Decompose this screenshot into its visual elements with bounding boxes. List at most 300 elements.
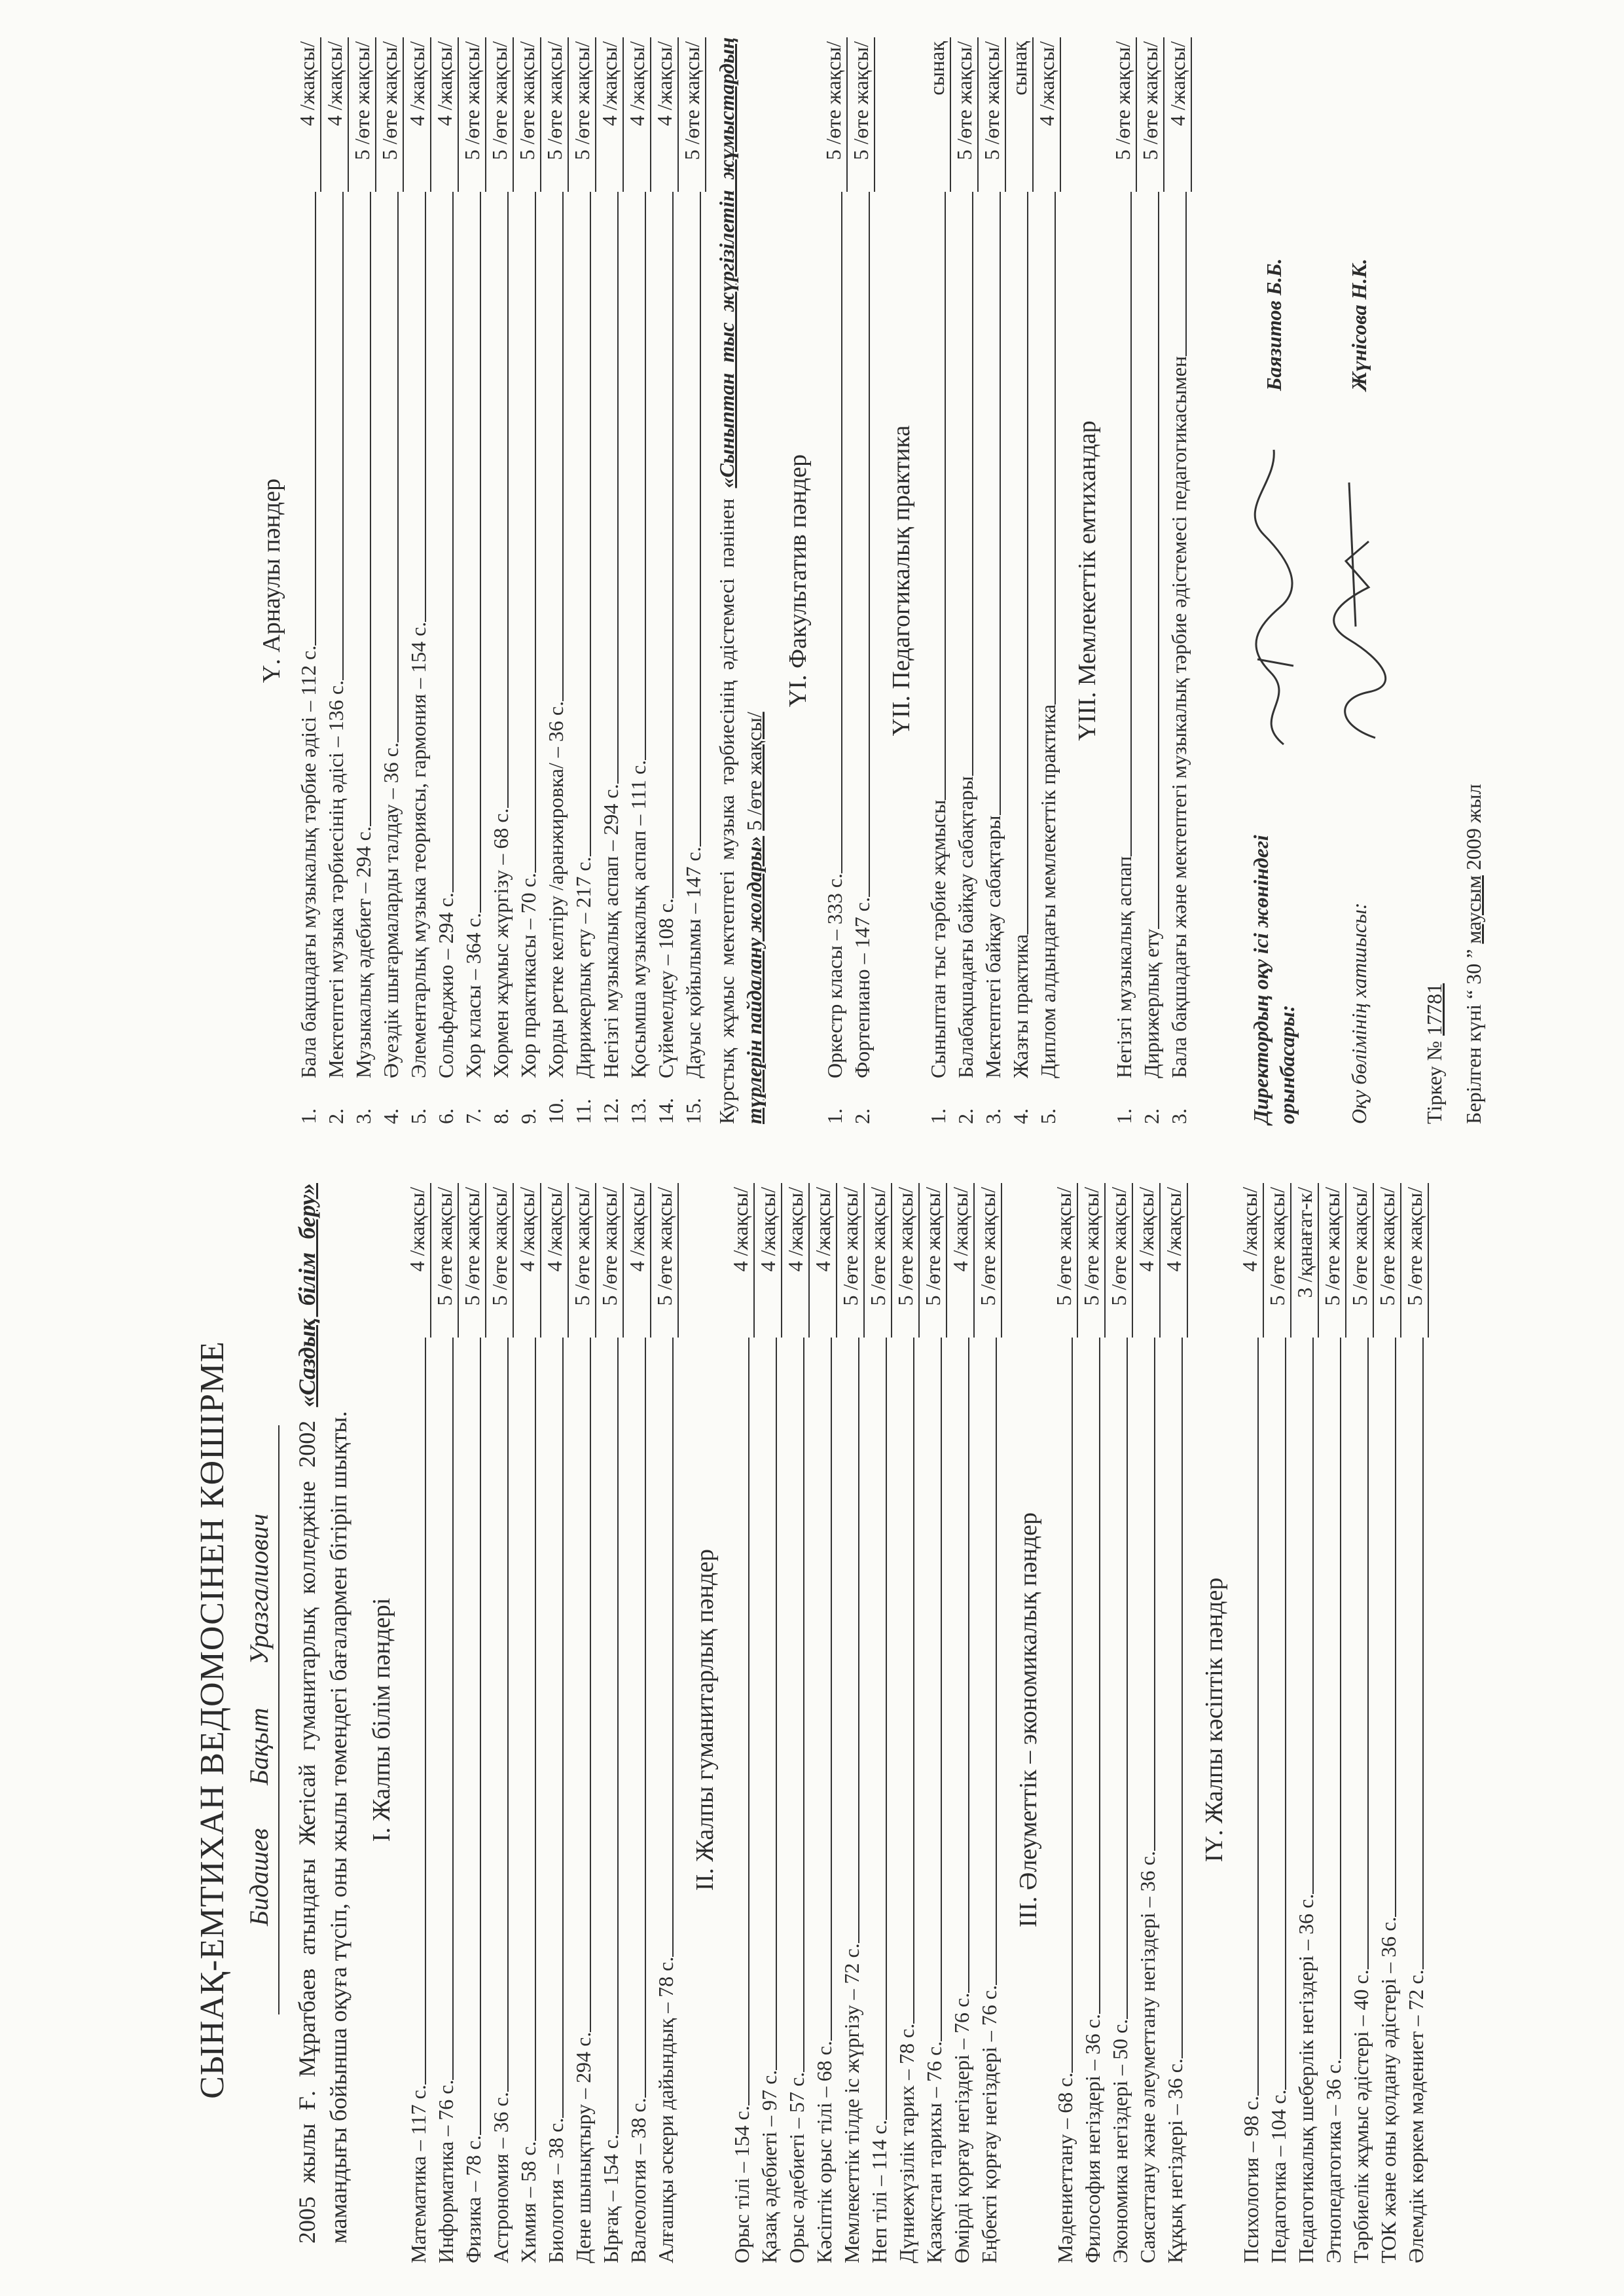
section-4-title: ІҮ. Жалпы кәсіптік пәндер [1200,1577,1228,1863]
section-3-title: ІІІ. Әлеуметтік – экономикалық пәндер [1015,1512,1042,1928]
leader-line [869,192,870,897]
leader-line [886,1338,887,2120]
deputy-role: Директордың оқу ісі жөніндегі орынбасары: [1249,835,1299,1124]
name-underline [278,1425,280,2014]
list-item [431,1183,459,2263]
subject-grade: 5 /өте жақсы/ [1319,1183,1346,1338]
item-number: 3. [352,1108,375,1124]
leader-line [1367,1338,1369,1969]
list-item [486,37,514,1124]
subject-name: Фортепиано – 147 с. [850,897,874,1078]
list-item [1264,1183,1291,2263]
leader-line [562,192,564,701]
deputy-signature-mark [1244,391,1303,757]
subject-grade: 5 /өте жақсы/ [459,37,486,192]
section-1-title: І. Жалпы білім пәндері [368,1597,395,1842]
subject-grade: 4 /жақсы/ [651,37,679,192]
intro-specialty: «Саздық білім беру» [294,1183,320,1408]
list-item [1110,37,1137,1124]
leader-line [1027,192,1028,934]
list-item [624,1183,651,2263]
item-number: 2. [1140,1108,1163,1124]
subject-grade: 4 /жақсы/ [321,37,349,192]
item-number: 2. [324,1108,348,1124]
list-item [294,37,321,1124]
leader-line [1154,1338,1155,1851]
item-number: 5. [406,1108,430,1124]
leader-line [858,1338,859,1943]
subject-grade: 4 /жақсы/ [1133,1183,1161,1338]
subject-name: Мемлекеттік тілде іс жүргізу – 72 с. [840,1943,863,2263]
subject-name: Музыкалық әдебиет – 294 с. [352,826,375,1078]
leader-line [748,1338,749,2105]
list-item [924,37,951,1124]
subject-name: Хормен жұмыс жүргізу – 68 с. [489,808,513,1078]
subject-name: Хор практикасы – 70 с. [516,873,540,1078]
subject-name: Өмірді қорғау негіздері – 76 с. [950,1992,973,2263]
subject-grade: 5 /өте жақсы/ [486,37,514,192]
item-number: 9. [516,1108,540,1124]
subject-grade: 5 /өте жақсы/ [679,37,706,192]
item-number: 6. [434,1108,458,1124]
right-column [0,37,1624,1124]
leader-line [562,1338,564,2118]
leader-line [452,192,454,892]
subject-grade: 5 /өте жақсы/ [1264,1183,1291,1338]
item-number: 7. [461,1108,485,1124]
subject-name: Экономика негіздері – 50 с. [1108,2018,1132,2263]
leader-line [315,192,316,646]
subject-grade: 4 /жақсы/ [947,1183,975,1338]
item-number: 5. [1036,1108,1060,1124]
list-item [431,37,459,1124]
issue-year: 2009 жыл [1462,784,1485,870]
item-number: 14. [654,1098,677,1124]
list-item [810,1183,837,2263]
subject-grade: 5 /өте жақсы/ [892,1183,920,1338]
list-item [404,1183,431,2263]
leader-line [1055,192,1056,704]
secretary-signature-icon [1329,391,1388,757]
leader-line [590,1338,591,2032]
subject-grade: 4 /жақсы/ [755,1183,782,1338]
list-item [975,1183,1002,2263]
subject-name: Балабақшадағы байқау сабақтары [954,776,977,1078]
list-item [848,37,875,1124]
subject-grade: 4 /жақсы/ [727,1183,755,1338]
item-number: 4. [379,1108,403,1124]
secretary-name: Жүнісова Н.К. [1346,258,1371,391]
subject-grade: 5 /өте жақсы/ [865,1183,892,1338]
subject-name: Дауыс қойылымы – 147 с. [681,847,705,1078]
leader-line [480,1338,481,2135]
list-item [514,1183,541,2263]
list-item [1137,37,1164,1124]
leader-line [370,192,371,826]
subject-name: Сольфеджио – 294 с. [434,892,458,1078]
subject-name: ТОК және оны қолдану әдістері – 36 с. [1377,1916,1400,2263]
leader-line [1422,1338,1424,1969]
list-item [486,1183,514,2263]
item-number: 1. [823,1108,846,1124]
issue-date-label: Берілген күні [1462,1004,1485,1124]
list-item [541,37,569,1124]
subject-name: Сыныптан тыс тәрбие жұмысы [926,799,950,1078]
subject-grade: 4 /жақсы/ [541,1183,569,1338]
list-item [1051,1183,1078,2263]
list-item [727,1183,755,2263]
subject-grade: 5 /өте жақсы/ [1078,1183,1106,1338]
leader-line [397,192,399,742]
document-title: СЫНАҚ-ЕМТИХАН ВЕДОМОСІНЕН КӨШІРМЕ [194,1341,231,2099]
subject-grade: 4 /жақсы/ [1164,37,1192,192]
subject-grade: сынақ [1006,37,1034,192]
subject-grade: 5 /өте жақсы/ [569,1183,596,1338]
list-item [865,1183,892,2263]
student-patronymic: Уразгалиович [244,1514,274,1665]
leader-line [480,192,481,913]
list-item [1236,1183,1264,2263]
subject-grade: 4 /жақсы/ [404,1183,431,1338]
subject-name: Дирижерлық ету [1140,928,1163,1078]
subject-grade: 5 /өте жақсы/ [979,37,1006,192]
leader-line [913,1338,914,2024]
subject-grade: 5 /өте жақсы/ [920,1183,947,1338]
subject-grade: 5 /өте жақсы/ [569,37,596,192]
subject-name: Хор класы – 364 с. [461,913,485,1078]
leader-line [1130,192,1132,856]
subject-grade: 5 /өте жақсы/ [837,1183,865,1338]
list-item [1006,37,1034,1124]
coursework-text: Курстық жұмыс мектептегі музыка тәрбиесінің әдістемесі пәнінен [715,498,738,1124]
item-number: 2. [954,1108,977,1124]
subject-grade: 4 /жақсы/ [1161,1183,1188,1338]
leader-line [507,1338,509,2092]
registration-number-row [1415,37,1454,1124]
subject-name: Әлемдік көркем мәдениет – 72 с. [1404,1969,1428,2263]
subject-name: Жазғы практика [1009,934,1032,1078]
leader-line [700,192,701,847]
subject-grade: 4 /жақсы/ [1034,37,1061,192]
list-item [596,1183,624,2263]
subject-name: Этнопедагогика – 36 с. [1322,2059,1345,2263]
registration-block [1415,37,1493,1124]
leader-line [841,192,842,873]
section-5-list [294,37,706,1124]
leader-line [945,192,946,800]
list-item [892,1183,920,2263]
leader-line [776,1338,777,2070]
leader-line [617,192,619,784]
issue-day: “ 30 ” [1462,949,1485,999]
subject-grade: 5 /өте жақсы/ [1401,1183,1429,1338]
leader-line [535,1338,536,2141]
subject-grade: 4 /жақсы/ [1236,1183,1264,1338]
list-item [1106,1183,1133,2263]
item-number: 1. [926,1108,950,1124]
subject-grade: 5 /өте жақсы/ [431,1183,459,1338]
section-1-list [404,1183,679,2263]
intro-part1: 2005 жылы Ғ. Мұратбаев атындағы Жетісай гуманитарлық колледжіне 2002 [294,1420,320,2244]
subject-name: Педагогика – 104 с. [1267,2089,1290,2263]
leader-line [452,1338,454,2080]
student-surname: Бидашев [244,1828,274,1926]
leader-line [968,1338,969,1993]
leader-line [1257,1338,1259,2096]
subject-name: Дирижерлық ету – 217 с. [571,856,595,1078]
list-item [951,37,979,1124]
leader-line [1127,1338,1128,2019]
subject-name: Орыс әдебиеті – 57 с. [785,2071,808,2263]
list-item [1164,37,1192,1124]
list-item [624,37,651,1124]
subject-grade: 4 /жақсы/ [404,37,431,192]
leader-line [1285,1338,1286,2090]
leader-line [1340,1338,1341,2059]
item-number: 10. [544,1098,568,1124]
list-item [782,1183,810,2263]
subject-name: Педагогикалық шеберлік негіздері – 36 с. [1294,1893,1318,2263]
subject-name: Неп тілі – 114 с. [867,2119,891,2263]
intro-part2: мамандығы бойынша оқуға түсіп, оны жылы төмендегі бағалармен бітіріп шықты. [325,1411,352,2244]
leader-line [672,192,674,898]
section-2-list [727,1183,1002,2263]
section-8-list [1110,37,1192,1124]
leader-line [1395,1338,1396,1917]
leader-line [941,1338,942,2041]
leader-line [831,1338,832,2041]
list-item [679,37,706,1124]
left-column [0,1183,1624,2263]
list-item [1401,1183,1429,2263]
subject-grade: 5 /өте жақсы/ [1110,37,1137,192]
item-number: 13. [626,1098,650,1124]
list-item [1161,1183,1188,2263]
list-item [1319,1183,1346,2263]
list-item [596,37,624,1124]
leader-line [1158,192,1159,929]
student-first-name: Бақыт [244,1707,274,1785]
leader-line [425,1338,426,2085]
subject-name: Негізгі музыкалық аспап – 294 с. [599,784,623,1078]
list-item [920,1183,947,2263]
section-3-list [1051,1183,1188,2263]
section-4-list [1236,1183,1429,2263]
subject-name: Құқық негіздері – 36 с. [1163,2058,1187,2263]
subject-name: Диплом алдындағы мемлекеттік практика [1036,704,1060,1078]
section-6-title: ҮІ. Факультатив пәндер [784,454,812,708]
leader-line [535,192,536,873]
item-number: 2. [850,1108,874,1124]
subject-name: Дене шынықтыру – 294 с. [571,2032,595,2263]
leader-line [645,1338,646,2098]
subject-grade: 5 /өте жақсы/ [651,1183,679,1338]
subject-grade: 5 /өте жақсы/ [1051,1183,1078,1338]
subject-grade: сынақ [924,37,951,192]
leader-line [996,1338,997,1985]
subject-grade: 5 /өте жақсы/ [459,1183,486,1338]
list-item [349,37,376,1124]
leader-line [590,192,591,856]
item-number: 3. [981,1108,1005,1124]
item-number: 11. [571,1099,595,1124]
list-item [979,37,1006,1124]
coursework-grade: 5 /өте жақсы/ [742,712,766,831]
section-6-list [820,37,875,1124]
list-item [376,37,404,1124]
subject-grade: 5 /өте жақсы/ [376,37,404,192]
subject-grade: 5 /өте жақсы/ [514,37,541,192]
subject-name: Бала бақшадағы және мектептегі музыкалық тәрбие әдістемесі педагогикасымен [1167,355,1191,1078]
secretary-signature-row [1329,37,1388,1124]
list-item [1374,1183,1401,2263]
subject-grade: 5 /өте жақсы/ [1346,1183,1374,1338]
list-item [569,1183,596,2263]
leader-line [645,192,646,760]
leader-line [1312,1338,1314,1894]
list-item [569,37,596,1124]
subject-name: Физика – 78 с. [461,2135,485,2263]
subject-name: Мектептегі байқау сабақтары [981,815,1005,1078]
subject-name: Хорды ретке келтіру /аранжировка/ – 36 с. [544,701,568,1078]
subject-grade: 5 /өте жақсы/ [541,37,569,192]
subject-name: Элементарлық музыка теориясы, гармония – 154 с. [406,621,430,1078]
deputy-signature-icon [1244,391,1303,757]
subject-grade: 4 /жақсы/ [624,37,651,192]
subject-grade: 4 /жақсы/ [431,37,459,192]
subject-name: Мәдениеттану – 68 с. [1053,2072,1077,2263]
section-2-title: ІІ. Жалпы гуманитарлық пәндер [691,1549,719,1891]
subject-name: Қазақстан тарихы – 76 с. [922,2041,946,2263]
item-number: 1. [1112,1108,1136,1124]
subject-grade: 5 /өте жақсы/ [486,1183,514,1338]
subject-grade: 4 /жақсы/ [596,37,624,192]
leader-line [972,192,973,776]
subject-name: Мектептегі музыка тәрбиесінің әдісі – 136 с. [324,680,348,1078]
subject-grade: 5 /өте жақсы/ [1137,37,1164,192]
signature-block [1244,37,1493,1124]
subject-name: Еңбекті қорғау негіздері – 76 с. [977,1985,1001,2263]
leader-line [342,192,344,680]
subject-grade: 5 /өте жақсы/ [820,37,848,192]
subject-name: Алғашқы әскери дайындық – 78 с. [654,1956,677,2263]
subject-name: Психология – 98 с. [1239,2096,1263,2263]
subject-name: Негізгі музыкалық аспап [1112,856,1136,1078]
section-7-list [924,37,1061,1124]
list-item [820,37,848,1124]
section-7-title: ҮІІ. Педагогикалық практика [888,425,915,737]
list-item [459,37,486,1124]
secretary-signature-mark [1329,391,1388,757]
subject-grade: 5 /өте жақсы/ [1374,1183,1401,1338]
list-item [837,1183,865,2263]
subject-name: Философия негіздері – 36 с. [1081,2014,1104,2263]
leader-line [507,192,509,808]
list-item [1078,1183,1106,2263]
subject-name: Қосымша музыкалық аспап – 111 с. [626,759,650,1078]
list-item [755,1183,782,2263]
list-item [651,37,679,1124]
subject-name: Астрономия – 36 с. [489,2092,513,2263]
subject-name: Қазақ әдебиеті – 97 с. [757,2069,781,2263]
subject-name: Саясаттану және әлеуметтану негіздері – 36 с. [1136,1851,1159,2263]
section-8-title: ҮІІІ. Мемлекеттік емтихандар [1074,420,1101,741]
subject-grade: 5 /өте жақсы/ [975,1183,1002,1338]
subject-grade: 4 /жақсы/ [782,1183,810,1338]
subject-name: Химия – 58 с. [516,2141,540,2263]
registration-label: Тіркеу № [1422,1040,1446,1124]
list-item [1291,1183,1319,2263]
intro-paragraph [291,1183,354,2257]
list-item [459,1183,486,2263]
subject-name: Валеология – 38 с. [626,2098,650,2263]
leader-line [617,1338,619,2134]
subject-grade: 5 /өте жақсы/ [951,37,979,192]
leader-line [1000,192,1001,815]
leader-line [1099,1338,1100,2014]
registration-number: 17781 [1422,983,1446,1036]
subject-name: Математика – 117 с. [406,2085,430,2263]
list-item [321,37,349,1124]
secretary-role: Оқу бөлімінің хатшысы: [1347,902,1371,1124]
leader-line [1185,192,1187,356]
issue-date-row [1454,37,1493,1124]
list-item [1034,37,1061,1124]
list-item [1346,1183,1374,2263]
coursework-note [713,37,768,1124]
subject-grade: 4 /жақсы/ [810,1183,837,1338]
leader-line [672,1338,674,1957]
item-number: 8. [489,1108,513,1124]
issue-month: маусым [1462,875,1485,944]
subject-grade: 5 /өте жақсы/ [1106,1183,1133,1338]
subject-name: Биология – 38 с. [544,2117,568,2263]
subject-grade: 3 /қанағат-к/ [1291,1183,1319,1338]
subject-name: Ырғақ – 154 с. [599,2134,623,2263]
list-item [947,1183,975,2263]
subject-grade: 5 /өте жақсы/ [848,37,875,192]
leader-line [1072,1338,1073,2073]
leader-line [803,1338,804,2072]
subject-grade: 5 /өте жақсы/ [596,1183,624,1338]
subject-grade: 5 /өте жақсы/ [349,37,376,192]
subject-name: Әуездік шығармаларды талдау – 36 с. [379,742,403,1078]
item-number: 3. [1167,1108,1191,1124]
student-name [244,1183,274,2257]
subject-name: Оркестр класы – 333 с. [823,873,846,1078]
deputy-signature-row [1244,37,1303,1124]
list-item [541,1183,569,2263]
section-5-title: Ү. Арнаулы пәндер [258,478,285,683]
list-item [404,37,431,1124]
leader-line [1182,1338,1183,2058]
subject-name: Дүниежүзілік тарих – 78 с. [895,2023,918,2263]
subject-grade: 4 /жақсы/ [624,1183,651,1338]
item-number: 15. [681,1098,705,1124]
leader-line [425,192,426,622]
list-item [514,37,541,1124]
subject-name: Сүйемелдеу – 108 с. [654,898,677,1078]
subject-name: Кәсіптік орыс тілі – 68 с. [812,2041,836,2263]
subject-name: Бала бақшадағы музыкалық тәрбие әдісі – 112 с. [297,645,320,1078]
deputy-name: Баязитов Б.Б. [1261,258,1286,391]
subject-name: Орыс тілі – 154 с. [730,2105,753,2263]
subject-name: Информатика – 76 с. [434,2079,458,2263]
item-number: 12. [599,1098,623,1124]
list-item [1133,1183,1161,2263]
item-number: 4. [1009,1108,1032,1124]
list-item [651,1183,679,2263]
